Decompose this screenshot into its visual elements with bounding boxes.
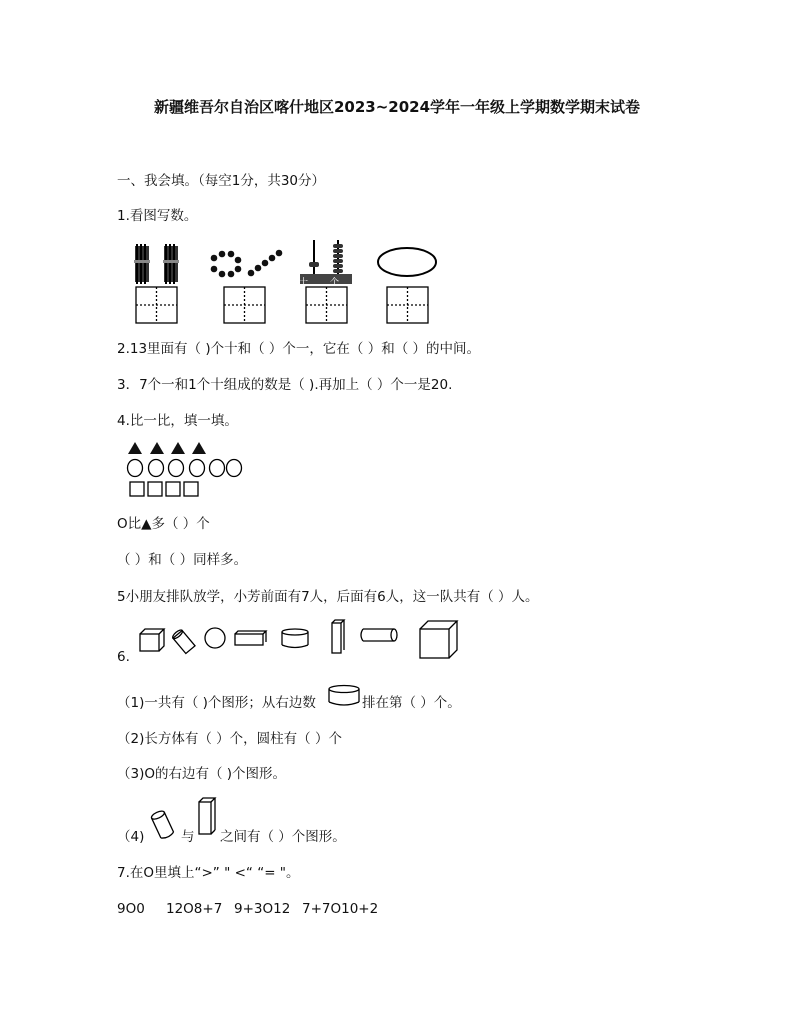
question-6-3: （3)O的右边有（ )个图形。 — [117, 766, 287, 782]
answer-box-1 — [136, 287, 177, 323]
question-3: 3．7个一和1个十组成的数是（ ).再加上（ ）个一是20. — [117, 377, 453, 393]
question-6-2: （2)长方体有（ ）个，圆柱有（ ）个 — [117, 731, 342, 747]
compare-item-1: 9O0 — [117, 901, 145, 917]
tall-box-icon — [196, 796, 218, 836]
answer-box-3 — [306, 287, 347, 323]
cylinder-icon — [327, 684, 361, 708]
question-6-1-part-b: 排在第（ ）个。 — [362, 695, 461, 711]
stick-bundles-icon — [134, 244, 179, 284]
short-cylinder-icon — [282, 629, 308, 648]
question-4b: （ ）和（ ）同样多。 — [117, 552, 248, 568]
circles-icon — [128, 460, 242, 477]
question-6-4-part-a: （4) — [117, 829, 145, 845]
squares-icon — [130, 482, 198, 496]
compare-item-3: 9+3O12 — [234, 901, 291, 917]
oval-icon — [378, 248, 436, 276]
cube-icon — [140, 629, 164, 651]
large-cube-icon — [420, 621, 457, 658]
question-6-1-part-a: （1)一共有（ )个图形；从右边数 — [117, 695, 316, 711]
section-heading: 一、我会填。（每空1分，共30分） — [117, 173, 326, 189]
q4-shapes — [124, 440, 249, 500]
question-4a: O比▲多（ ）个 — [117, 516, 210, 532]
q1-pictures — [118, 236, 463, 326]
ball-icon — [205, 628, 225, 648]
triangles-icon — [128, 442, 206, 454]
abacus-label-ones: 个 — [330, 278, 340, 288]
question-5: 5小朋友排队放学，小芳前面有7人，后面有6人，这一队共有（ ）人。 — [117, 589, 539, 605]
question-6-4-part-c: 之间有（ ）个图形。 — [220, 829, 346, 845]
tilted-cylinder-icon — [171, 629, 195, 654]
question-4: 4.比一比，填一填。 — [117, 413, 238, 429]
compare-item-2: 12O8+7 — [166, 901, 223, 917]
answer-box-4 — [387, 287, 428, 323]
question-7: 7.在O里填上“>” " <“ “= "。 — [117, 865, 300, 881]
tall-box-icon — [332, 620, 344, 653]
flat-box-icon — [235, 631, 266, 645]
abacus-label-tens: 十 — [299, 278, 309, 288]
question-6: 6. — [117, 649, 130, 665]
lying-cylinder-icon — [361, 629, 397, 641]
answer-box-2 — [224, 287, 265, 323]
page-title: 新疆维吾尔自治区喀什地区2023~2024学年一年级上学期数学期末试卷 — [153, 98, 641, 116]
tilted-cylinder-icon — [150, 808, 176, 844]
bead-ring-icon — [211, 250, 283, 278]
question-2: 2.13里面有（ )个十和（ ）个一，它在（ ）和（ ）的中间。 — [117, 341, 480, 357]
q6-shapes — [134, 618, 469, 663]
question-6-4-part-b: 与 — [181, 829, 195, 845]
compare-item-4: 7+7O10+2 — [302, 901, 379, 917]
question-1: 1.看图写数。 — [117, 208, 198, 224]
